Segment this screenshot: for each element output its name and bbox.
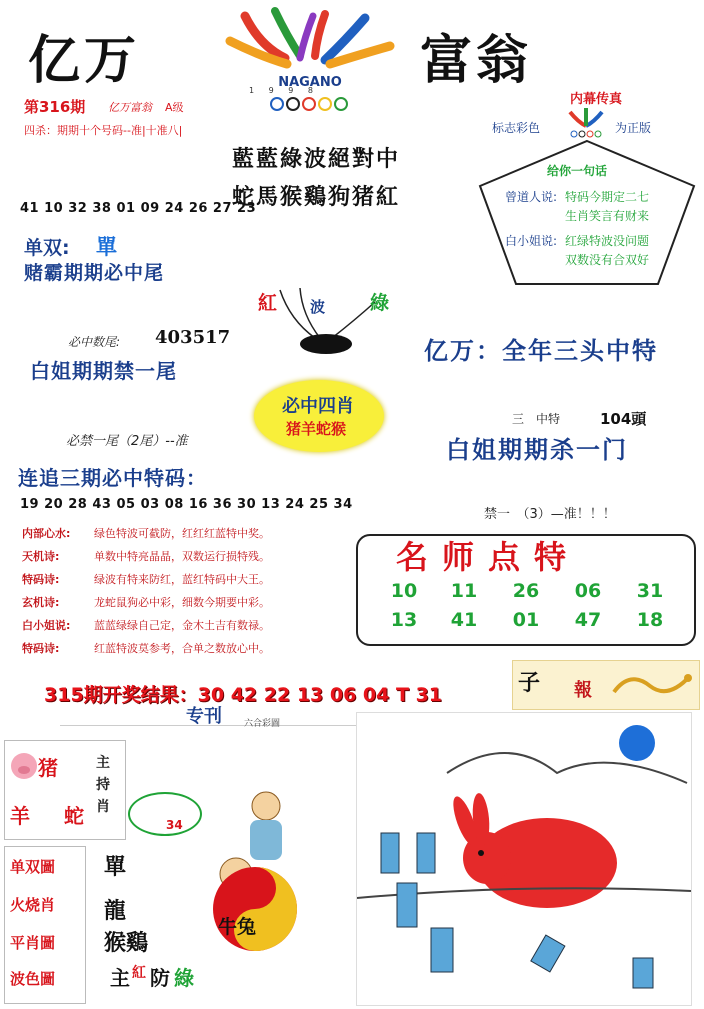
- badge-oval: [128, 792, 202, 836]
- poem-list: [22, 522, 352, 660]
- fax-label-right: 为正版: [615, 121, 652, 135]
- legend-monkey-chicken: 猴鷄: [104, 931, 149, 956]
- ban-one-text: 禁一 （3）—准！！！: [484, 507, 616, 522]
- result-text: 315期开奖结果：30 42 22 13 06 04 T 31: [44, 684, 443, 706]
- small-logo-icon: [560, 106, 612, 140]
- zodiac-sheep: 羊: [10, 804, 30, 828]
- must-tail-subtitle: 白姐期期禁一尾: [30, 359, 177, 383]
- pentagon-speaker1: 曾道人说:: [505, 190, 558, 204]
- poem-row: 玄机诗: 龙蛇鼠狗必中彩，细数今期要中彩。: [22, 596, 270, 609]
- logo-text: NAGANO: [278, 75, 342, 90]
- number-row-2: 19 20 28 43 05 03 08 16 36 30 13 24 25 34: [20, 497, 353, 512]
- master-pick-number: 06: [574, 580, 602, 602]
- poem-row: 天机诗: 单数中特亮晶晶，双数运行损特残。: [22, 550, 270, 563]
- legend-main: 主: [110, 966, 130, 990]
- fax-title: 内幕传真: [570, 92, 623, 107]
- must-tail-label: 必中数尾:: [68, 335, 121, 349]
- poem-row: 内部心水: 绿色特波可截防，红红红蓝特中奖。: [22, 527, 270, 540]
- legend-l2: 火烧肖: [10, 896, 56, 914]
- four-zodiac-title: 必中四肖: [282, 396, 354, 417]
- issue-grade: A级: [165, 101, 184, 114]
- master-pick-number: 47: [574, 609, 602, 631]
- streak-title: 连追三期必中特码：: [18, 466, 207, 490]
- master-pick-number: 13: [390, 609, 418, 631]
- poem-row: 白小姐说: 蓝蓝绿绿自己定，金木土吉有数禄。: [22, 619, 270, 632]
- zodiac-snake: 蛇: [64, 804, 84, 828]
- pentagon-text1a: 特码今期定二七: [565, 190, 650, 204]
- flower-logo-icon: [205, 6, 415, 116]
- single-double-label: 单双:: [24, 237, 70, 259]
- wave-blue: 波: [310, 298, 326, 316]
- legend-guard: 防: [150, 966, 170, 990]
- number-row-1: 41 10 32 38 01 09 24 26 27 23: [20, 201, 257, 216]
- yin-yang-icon: [210, 864, 300, 954]
- three-head-value: 104頭: [600, 410, 647, 428]
- single-double-value: 單: [96, 235, 117, 259]
- master-pick-number: 31: [636, 580, 664, 602]
- magazine-title: 专刊: [186, 706, 222, 727]
- pentagon-speaker2: 白小姐说:: [505, 234, 558, 248]
- logo-year: 1 9 9 8: [249, 86, 319, 95]
- legend-l4: 波色圖: [10, 970, 56, 988]
- dragon-icon: [610, 666, 694, 702]
- title-left: 亿万: [28, 30, 141, 91]
- poem-row: 特码诗: 绿波有特来防红，蓝红特码中大王。: [22, 573, 270, 586]
- master-pick-number: 01: [512, 609, 540, 631]
- legend-ox-rabbit: 牛兔: [218, 916, 257, 938]
- badge-number: 34: [166, 818, 183, 832]
- master-pick-number: 11: [450, 580, 478, 602]
- pentagon-text2b: 双数没有合双好: [565, 253, 650, 267]
- four-zodiac-value: 猪羊蛇猴: [286, 420, 347, 438]
- wave-red: 紅: [258, 292, 278, 314]
- legend-l1: 单双圖: [10, 858, 56, 876]
- legend-single: 單: [104, 855, 127, 880]
- pentagon-title: 给你一句话: [547, 164, 608, 178]
- single-double-subtitle: 赌霸期期必中尾: [24, 262, 165, 284]
- pentagon-text1b: 生肖笑言有财来: [565, 209, 650, 223]
- zi-text: 子: [518, 670, 541, 696]
- legend-dragon: 龍: [104, 899, 127, 924]
- poem-row: 特码诗: 红蓝特波莫参考，合单之数放心中。: [22, 642, 270, 655]
- pig-icon: [8, 750, 40, 782]
- master-pick-title: 名师点特: [396, 538, 581, 576]
- legend-red: 紅: [132, 965, 146, 981]
- baijie-kill: 白姐期期杀一门: [446, 436, 628, 464]
- ban-tail-text: 必禁一尾（2尾）--准: [66, 434, 188, 449]
- master-pick-number: 18: [636, 609, 664, 631]
- slogan-line2: 蛇馬猴鷄狗猪紅: [232, 184, 401, 210]
- three-head-label: 三 中特: [512, 412, 561, 426]
- issue-brand: 亿万富翁: [108, 101, 152, 114]
- issue-period: 第316期: [24, 98, 86, 116]
- zodiac-pig: 猪: [38, 756, 58, 780]
- wave-green: 綠: [370, 292, 390, 314]
- rabbit-icon: [357, 713, 691, 1005]
- issue-rule: 四杀：期期十个号码--准|十准八|: [24, 124, 183, 137]
- pentagon-text2a: 红绿特波没问题: [565, 234, 650, 248]
- title-right: 富翁: [420, 30, 533, 91]
- must-tail-value: 403517: [155, 327, 231, 348]
- master-pick-number: 26: [512, 580, 540, 602]
- master-pick-number: 10: [390, 580, 418, 602]
- yiwan-slogan: 亿万：全年三头中特: [424, 337, 658, 365]
- slogan-line1: 藍藍綠波絕對中: [232, 146, 401, 172]
- zodiac-side: 主持肖: [96, 755, 110, 815]
- nagano-logo: [205, 6, 415, 116]
- bao-text: 報: [574, 680, 592, 701]
- legend-green: 綠: [174, 966, 194, 990]
- master-pick-number: 41: [450, 609, 478, 631]
- fax-label-left: 标志彩色: [492, 121, 541, 135]
- legend-l3: 平肖圖: [10, 934, 56, 952]
- rabbit-picture: [356, 712, 692, 1006]
- magazine-sub: 六合彩圖: [244, 719, 281, 729]
